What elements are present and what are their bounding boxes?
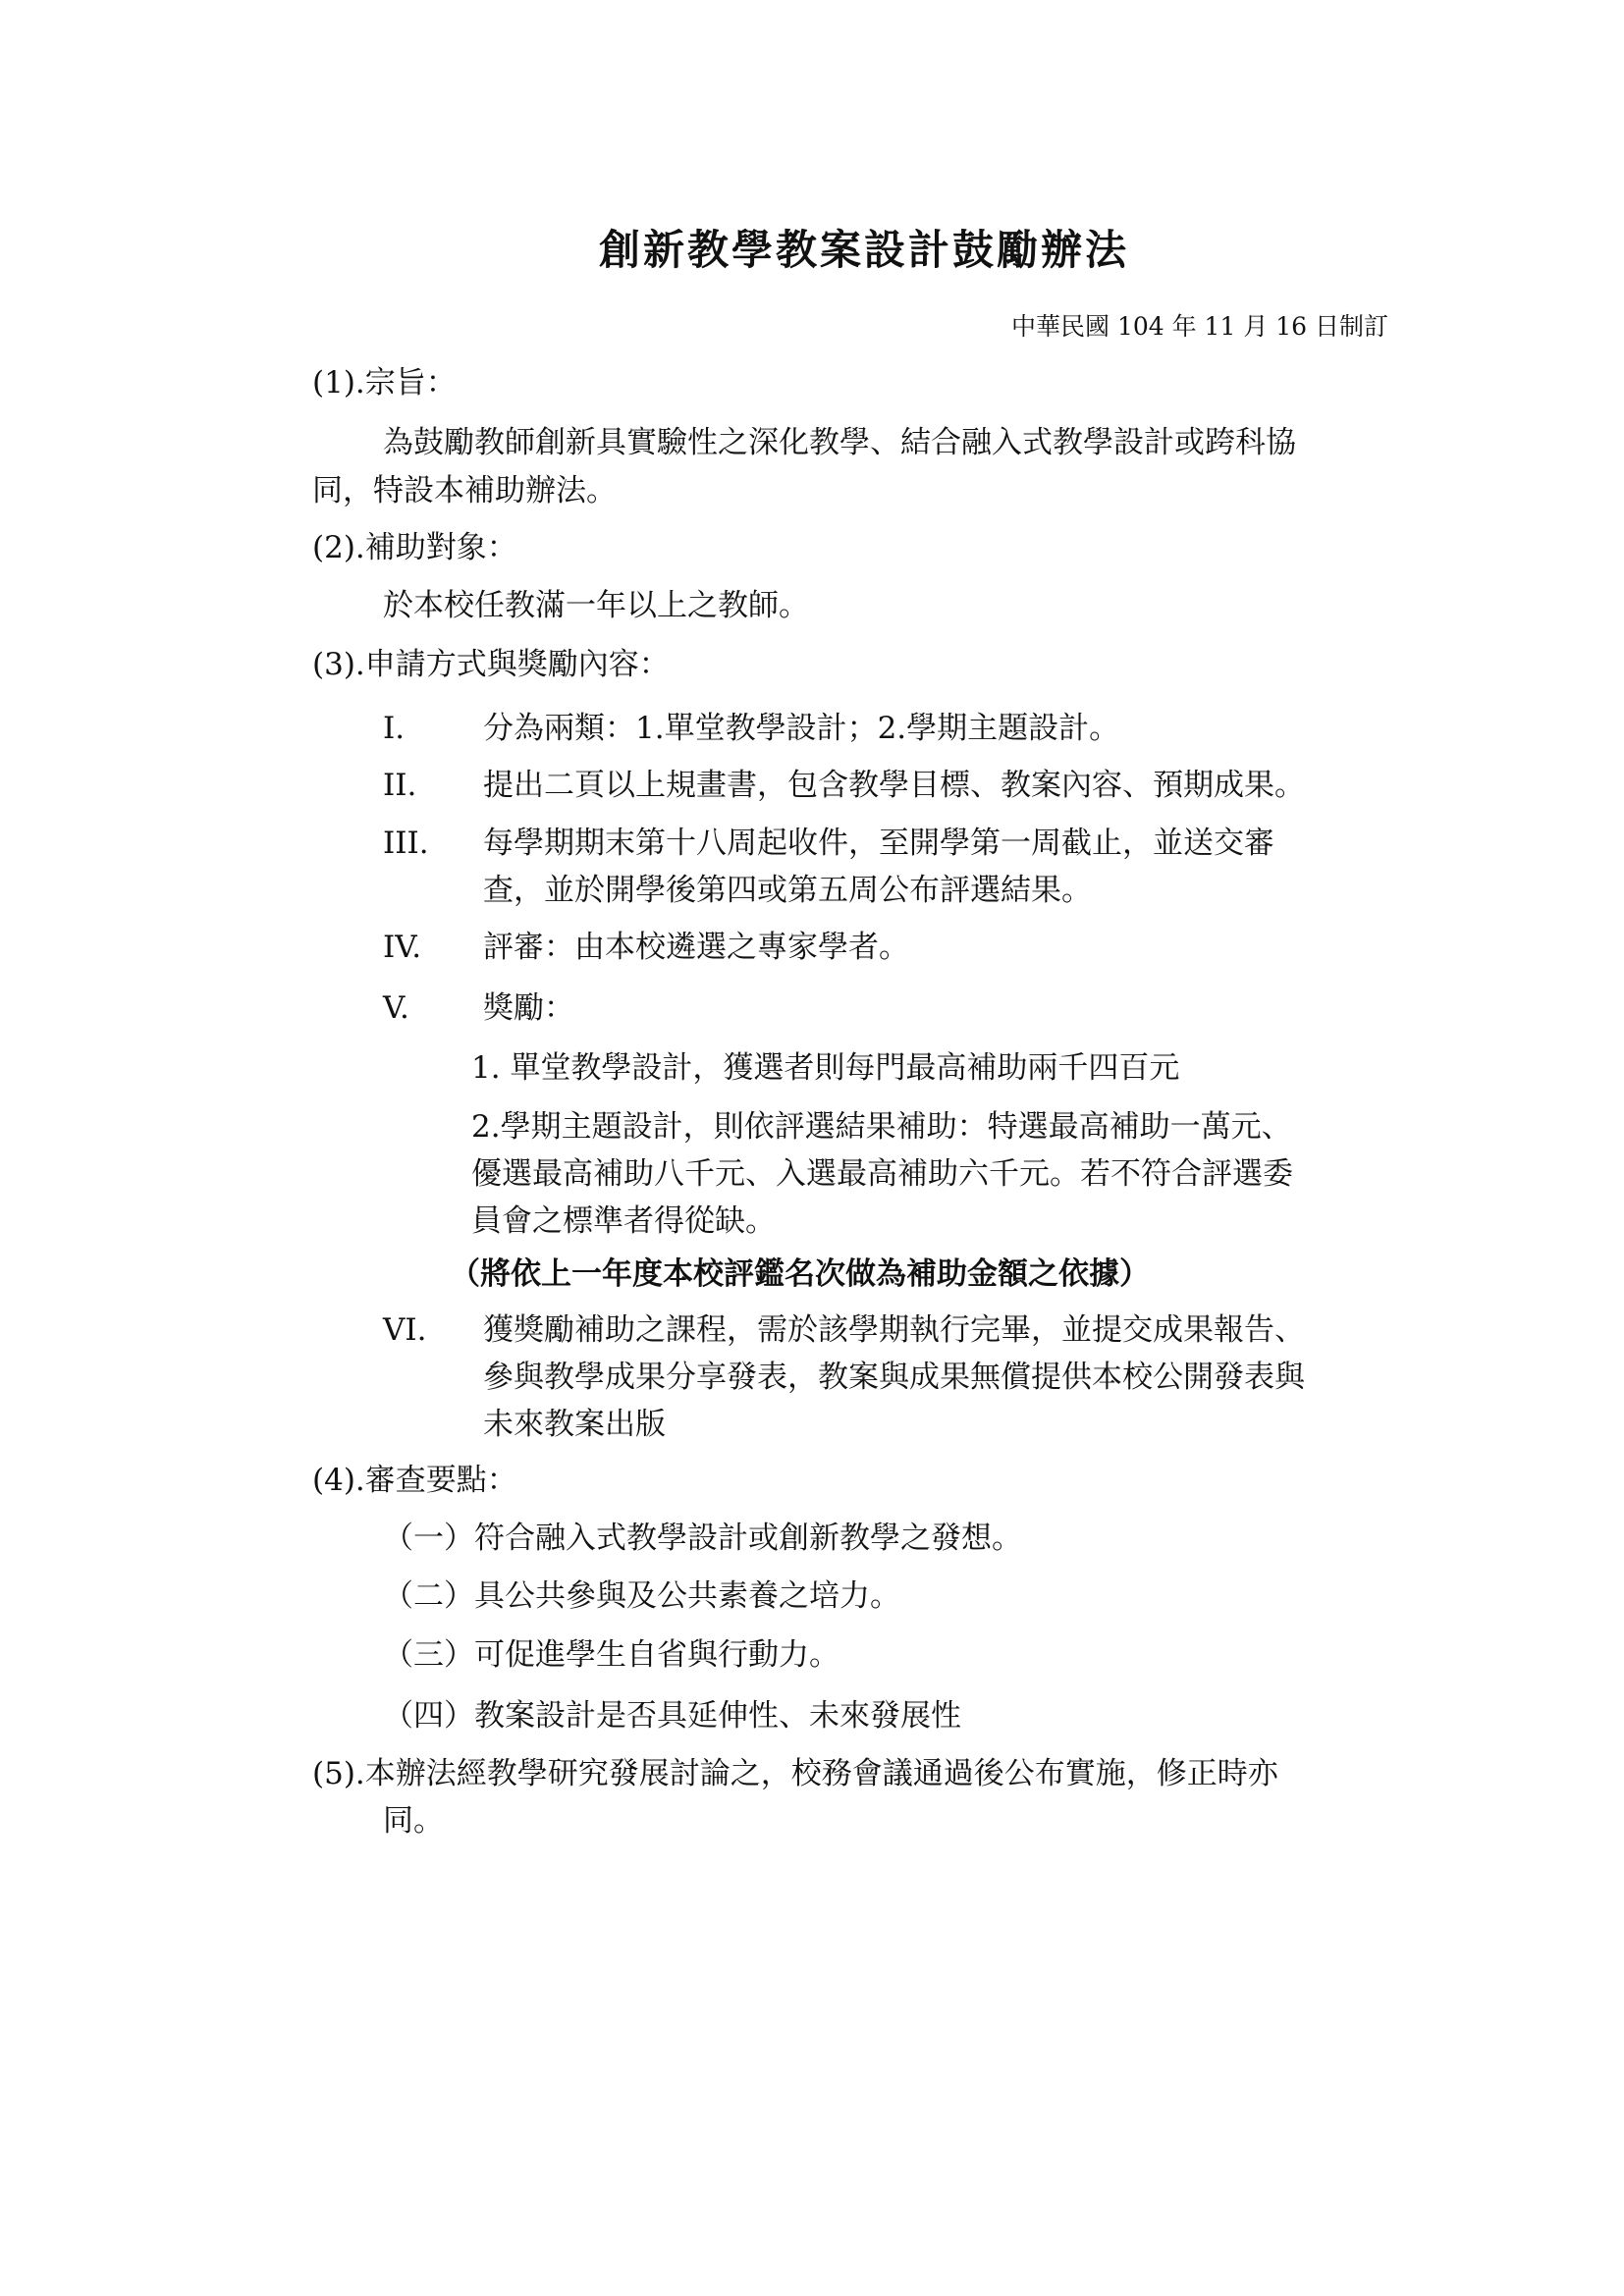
item-number: II. [383, 768, 417, 803]
reward-2-line-1: 2.學期主題設計，則依評選結果補助：特選最高補助一萬元、 [471, 1109, 1292, 1145]
item-text: 獎勵： [483, 990, 574, 1026]
section-1-text-line-2: 同，特設本補助辦法。 [312, 473, 617, 508]
section-5-text-line-2: 同。 [383, 1803, 444, 1839]
reward-2-line-2: 優選最高補助八千元、入選最高補助六千元。若不符合評選委 [471, 1156, 1293, 1192]
enactment-date: 中華民國 104 年 11 月 16 日制訂 [1011, 312, 1389, 341]
item-number: VI. [383, 1312, 427, 1348]
section-4-heading: (4).審查要點： [312, 1463, 517, 1498]
section-3-heading: (3).申請方式與獎勵內容： [312, 647, 670, 682]
item-text: 評審：由本校遴選之專家學者。 [483, 930, 909, 965]
section-2-text: 於本校任教滿一年以上之教師。 [383, 588, 809, 623]
item-number: V. [383, 990, 409, 1026]
review-point: （三）可促進學生自省與行動力。 [383, 1637, 839, 1673]
document-title: 創新教學教案設計鼓勵辦法 [599, 226, 1130, 274]
item-number: IV. [383, 930, 422, 965]
section-1-heading: (1).宗旨： [312, 365, 457, 400]
item-text: 參與教學成果分享發表，教案與成果無償提供本校公開發表與 [483, 1360, 1305, 1395]
reward-note: （將依上一年度本校評鑑名次做為補助金額之依據） [450, 1256, 1150, 1292]
reward-2-line-3: 員會之標準者得從缺。 [471, 1203, 776, 1239]
item-number: I. [383, 711, 406, 746]
item-text: 查，並於開學後第四或第五周公布評選結果。 [483, 873, 1092, 908]
item-text: 提出二頁以上規畫書，包含教學目標、教案內容、預期成果。 [483, 768, 1305, 803]
review-point: （一）符合融入式教學設計或創新教學之發想。 [383, 1521, 1022, 1556]
section-1-text-line-1: 為鼓勵教師創新具實驗性之深化教學、結合融入式教學設計或跨科協 [383, 425, 1296, 460]
item-text: 未來教案出版 [483, 1407, 666, 1442]
item-text: 每學期期末第十八周起收件，至開學第一周截止，並送交審 [483, 826, 1274, 861]
review-point: （二）具公共參與及公共素養之培力。 [383, 1578, 900, 1614]
item-text: 獲獎勵補助之課程，需於該學期執行完畢，並提交成果報告、 [483, 1312, 1305, 1348]
item-number: III. [383, 826, 429, 861]
reward-1: 1. 單堂教學設計，獲選者則每門最高補助兩千四百元 [471, 1050, 1180, 1086]
section-2-heading: (2).補助對象： [312, 530, 517, 565]
section-5-text-line-1: (5).本辦法經教學研究發展討論之，校務會議通過後公布實施，修正時亦 [312, 1756, 1278, 1791]
item-text: 分為兩類：1.單堂教學設計；2.學期主題設計。 [483, 711, 1120, 746]
review-point: （四）教案設計是否具延伸性、未來發展性 [383, 1698, 961, 1734]
